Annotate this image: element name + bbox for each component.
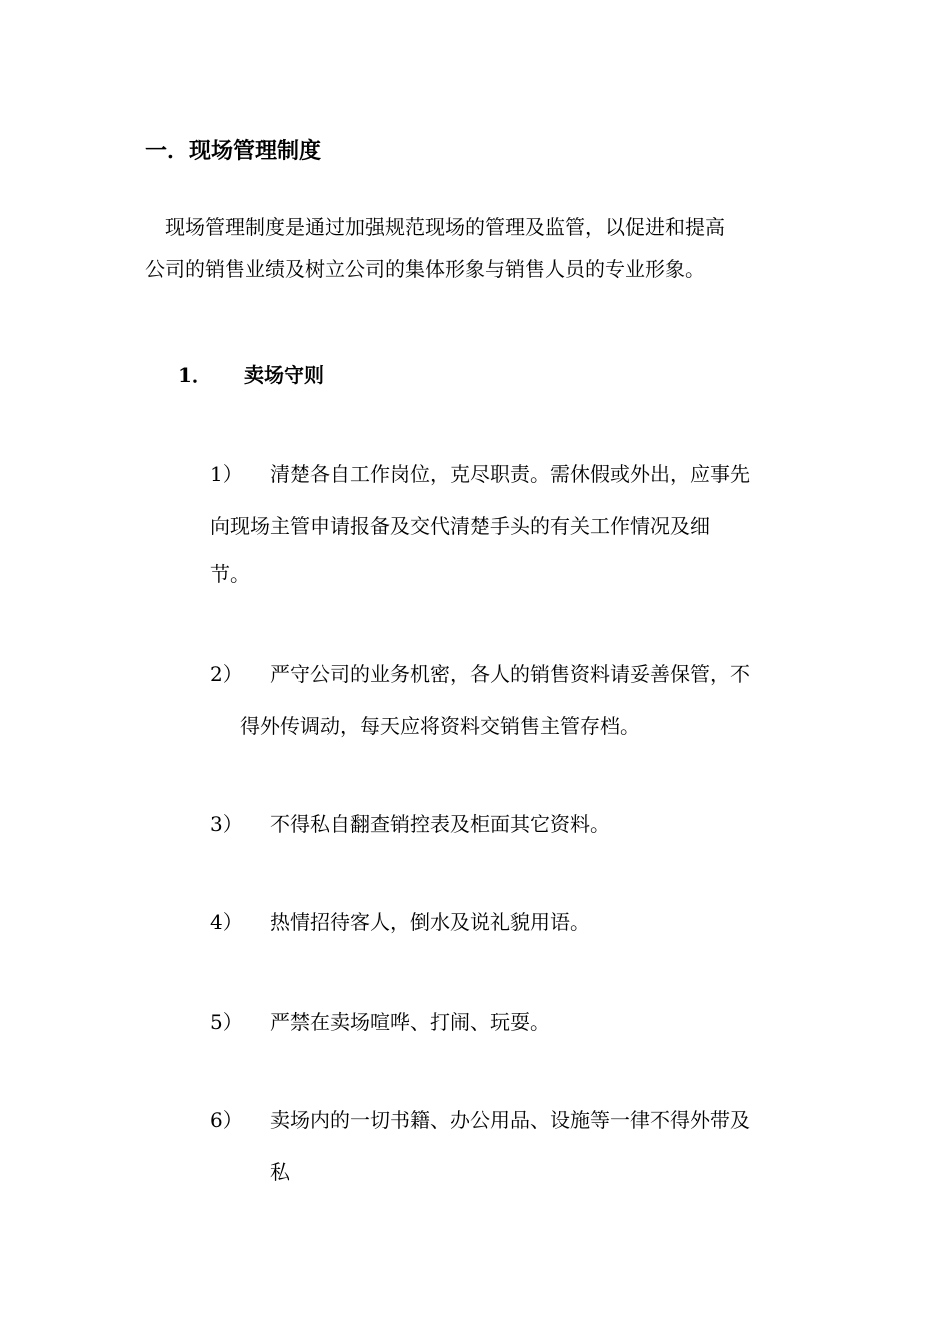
rule-line: 节。 <box>210 562 250 586</box>
rule-line: 私 <box>270 1160 290 1184</box>
rule-item-3 <box>0 802 950 846</box>
rule-line: 得外传调动，每天应将资料交销售主管存档。 <box>240 714 640 738</box>
rule-marker: 3） <box>210 812 243 836</box>
rule-line: 严守公司的业务机密，各人的销售资料请妥善保管，不 <box>270 662 750 686</box>
rule-line: 严禁在卖场喧哗、打闹、玩耍。 <box>270 1010 550 1034</box>
rule-marker: 6） <box>210 1108 243 1132</box>
intro-paragraph <box>145 206 810 290</box>
rule-marker: 5） <box>210 1010 243 1034</box>
rule-line: 不得私自翻查销控表及柜面其它资料。 <box>270 812 610 836</box>
rule-line: 向现场主管申请报备及交代清楚手头的有关工作情况及细 <box>210 514 710 538</box>
rule-line: 清楚各自工作岗位，克尽职责。需休假或外出，应事先 <box>270 462 750 486</box>
rule-item-4 <box>0 900 950 944</box>
rule-marker: 4） <box>210 910 243 934</box>
rule-line: 卖场内的一切书籍、办公用品、设施等一律不得外带及 <box>270 1108 750 1132</box>
rule-marker: 1） <box>210 462 243 486</box>
intro-line: 现场管理制度是通过加强规范现场的管理及监管，以促进和提高 <box>165 215 725 239</box>
rule-item-1 <box>0 452 950 592</box>
rule-item-6 <box>0 1098 950 1198</box>
subsection-title: 卖场守则 <box>244 363 324 387</box>
rule-item-2 <box>0 652 950 752</box>
rule-marker: 2） <box>210 662 243 686</box>
subsection-number: 1． <box>178 363 212 387</box>
rule-line: 热情招待客人，倒水及说礼貌用语。 <box>270 910 590 934</box>
intro-line: 公司的销售业绩及树立公司的集体形象与销售人员的专业形象。 <box>145 257 705 281</box>
rule-item-5 <box>0 1000 950 1044</box>
subsection-heading <box>178 360 324 390</box>
section-heading: 一．现场管理制度 <box>145 139 322 164</box>
